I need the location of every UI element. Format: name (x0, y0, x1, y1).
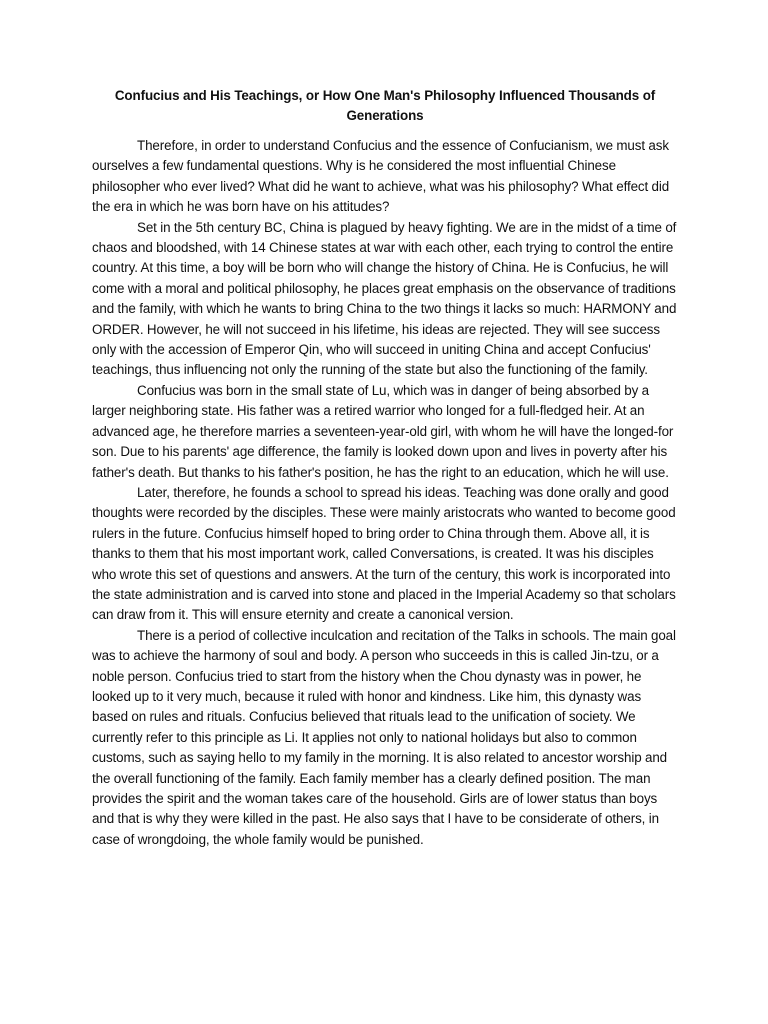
paragraph-rituals-and-family: There is a period of collective inculcation and recitation of the Talks in schools. The main goal was to achieve the harmony of soul and body. A person who succeeds in this is called Jin-tzu, or a noble person. Confucius tried to start from the history when the Chou dynasty was in power, he looked up to it very much, because it ruled with honor and kindness. Like him, this dynasty was based on rules and rituals. Confucius believed that rituals lead to the unification of society. We currently refer to this principle as Li. It applies not only to national holidays but also to common customs, such as saying hello to my family in the morning. It is also related to ancestor worship and the overall functioning of the family. Each family member has a clearly defined position. The man provides the spirit and the woman takes care of the household. Girls are of lower status than boys and that is why they were killed in the past. He also says that I have to be considerate of others, in case of wrongdoing, the whole family would be punished. (92, 627, 676, 847)
paragraph-school-and-conversations: Later, therefore, he founds a school to spread his ideas. Teaching was done orally and good thoughts were recorded by the disciples. These were mainly aristocrats who wanted to become good rulers in the future. Confucius himself hoped to bring order to China through them. Above all, it is thanks to them that his most important work, called Conversations, is created. It was his disciples who wrote this set of questions and answers. At the turn of the century, this work is incorporated into the state administration and is carved into stone and placed in the Imperial Academy so that scholars can draw from it. This will ensure eternity and create a canonical version. (92, 484, 676, 623)
paragraph-introduction: Therefore, in order to understand Confucius and the essence of Confucianism, we must ask ourselves a few fundamental questions. Why is he considered the most influential Chinese philosopher who ever lived? What did he want to achieve, what was his philosophy? What effect did the era in which he was born have on his attitudes? (92, 138, 670, 215)
document-title: Confucius and His Teachings, or How One Man's Philosophy Influenced Thousands of Generations (114, 88, 656, 123)
document-page (92, 86, 678, 850)
paragraph-historical-context: Set in the 5th century BC, China is plagued by heavy fighting. We are in the midst of a time of chaos and bloodshed, with 14 Chinese states at war with each other, each trying to control the entire country. At this time, a boy will be born who will change the history of China. He is Confucius, he will come with a moral and political philosophy, he places great emphasis on the observance of traditions and the family, with which he wants to bring China to the two things it lacks so much: HARMONY and ORDER. However, he will not succeed in his lifetime, his ideas are rejected. They will see success only with the accession of Emperor Qin, who will succeed in uniting China and accept Confucius' teachings, thus influencing not only the running of the state but also the functioning of the family. (92, 219, 677, 378)
paragraph-early-life: Confucius was born in the small state of Lu, which was in danger of being absorbed by a larger neighboring state. His father was a retired warrior who longed for a full-fledged heir. At an advanced age, he therefore marries a seventeen-year-old girl, with whom he will have the longed-for son. Due to his parents' age difference, the family is looked down upon and lives in poverty after his father's death. But thanks to his father's position, he has the right to an education, which he will use. (92, 382, 674, 480)
